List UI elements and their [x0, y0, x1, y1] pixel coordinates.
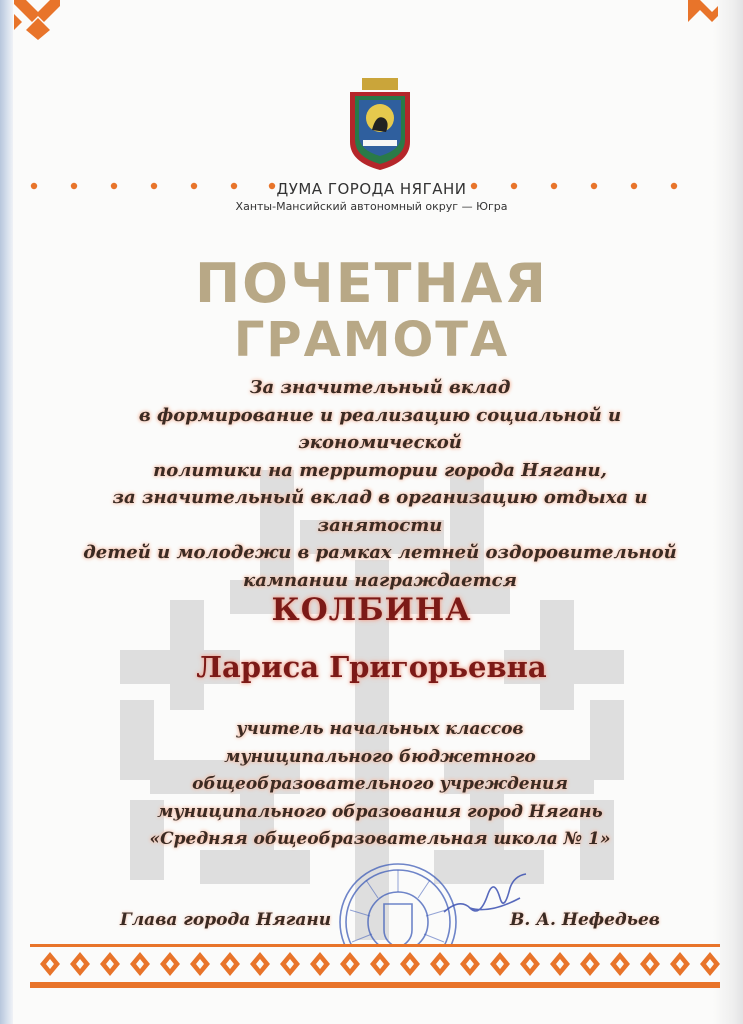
signatory-name: В. А. Нефедьев [510, 910, 660, 930]
signatory-title: Глава города Нягани [120, 910, 332, 930]
document-title-line2: ГРАМОТА [233, 312, 510, 368]
corner-ornament-left [14, 0, 60, 40]
corner-ornament-right [688, 0, 718, 36]
coat-of-arms-emblem [346, 78, 414, 170]
award-line: за значительный вклад в организацию отдыха и занятости [112, 487, 648, 536]
bottom-ornament-border [30, 944, 720, 988]
award-line: детей и молодежи в рамках летней оздоровительной [83, 542, 677, 563]
org-title: ДУМА ГОРОДА НЯГАНИ [276, 180, 467, 198]
recipient-name: Лариса Григорьевна [196, 650, 547, 684]
position-line: учитель начальных классов [236, 719, 524, 739]
position-line: общеобразовательного учреждения [192, 774, 568, 794]
position-line: «Средняя общеобразовательная школа № 1» [149, 829, 611, 849]
recipient-surname: КОЛБИНА [271, 592, 472, 628]
position-line: муниципального образования город Нягань [157, 801, 603, 822]
award-text [60, 374, 700, 594]
award-line: За значительный вклад [249, 377, 511, 398]
award-line: политики на территории города Нягани, [153, 459, 607, 481]
position-line: муниципального бюджетного [224, 746, 536, 767]
recipient-position [60, 716, 700, 854]
award-line: в формирование и реализацию социальной и экономической [138, 404, 622, 453]
org-subtitle: Ханты-Мансийский автономный округ — Югра [235, 200, 508, 213]
award-line: кампании награждается [243, 569, 517, 591]
document-title-line1: ПОЧЕТНАЯ [194, 252, 549, 315]
